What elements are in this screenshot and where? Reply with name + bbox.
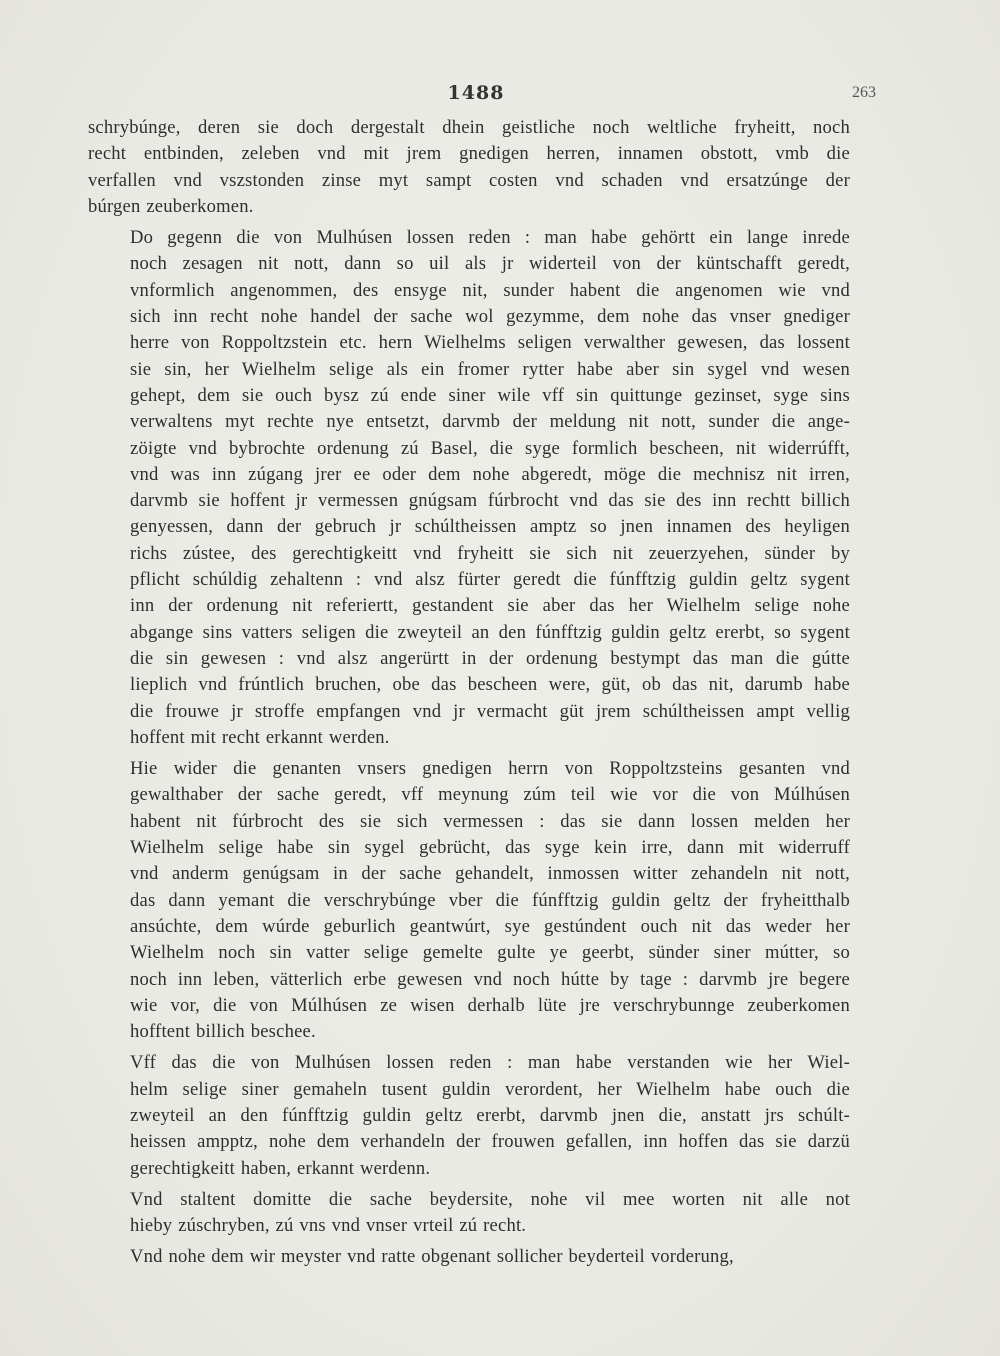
text-line: Wielhelm noch sin vatter selige gemelte gulte ye geerbt, sünder siner mútter, so: [130, 942, 850, 964]
text-line: Vnd staltent domitte die sache beydersite, nohe vil mee worten nit alle not: [130, 1188, 850, 1210]
text-line: vnd anderm genúgsam in der sache gehandelt, inmossen witter zehandeln nit nott,: [130, 863, 850, 885]
text-line: hofftent billich beschee.: [130, 1021, 316, 1043]
text-line: verfallen vnd vszstonden zinse myt sampt costen vnd schaden vnd ersatzúnge der: [88, 169, 850, 191]
text-line: pflicht schúldig zehaltenn : vnd alsz fürter geredt die fúnfftzig guldin geltz sygent: [130, 569, 850, 591]
text-line: gewalthaber der sache geredt, vff meynung zúm teil wie vor die von Múlhúsen: [130, 784, 850, 806]
text-line: Hie wider die genanten vnsers gnedigen herrn von Roppoltzsteins gesanten vnd: [130, 758, 850, 780]
text-line: noch zesagen nit nott, dann so uil als jr widerteil von der küntschafft geredt,: [130, 253, 850, 275]
text-line: sich inn recht nohe handel der sache wol gezymme, dem nohe das vnser gnediger: [130, 306, 850, 328]
text-line: schrybúnge, deren sie doch dergestalt dhein geistliche noch weltliche fryheitt, noch: [88, 117, 850, 138]
text-line: genyessen, dann der gebruch jr schúltheissen amptz so jnen innamen des heyligen: [130, 516, 850, 538]
page-number: 263: [852, 84, 876, 101]
text-line: hoffent mit recht erkannt werden.: [130, 726, 390, 748]
text-line: ansúchte, dem wúrde geburlich geantwúrt, sye gestúndent ouch nit das weder her: [130, 915, 850, 937]
text-line: habent nit fúrbrocht des sie sich vermessen : das sie dann lossen melden her: [130, 810, 850, 832]
text-line: heissen ampptz, nohe dem verhandeln der frouwen gefallen, inn hoffen das sie darzü: [130, 1131, 850, 1153]
body-text: [88, 115, 850, 1276]
paragraph: [88, 1244, 850, 1270]
text-line: Do gegenn die von Mulhúsen lossen reden : man habe gehörtt ein lange inrede: [130, 227, 850, 249]
text-line: sie sin, her Wielhelm selige als ein fromer rytter habe aber sin sygel vnd wesen: [130, 358, 850, 380]
year-heading: 1488: [447, 82, 505, 104]
text-line: gehept, dem sie ouch bysz zú ende siner wile vff sin quittunge gezinset, syge sins: [130, 384, 850, 406]
text-line: zöigte vnd bybrochte ordenung zú Basel, die syge formlich bescheen, nit widerrúfft,: [130, 437, 850, 459]
text-line: Vnd nohe dem wir meyster vnd ratte obgenant sollicher beyderteil vorderung,: [130, 1246, 734, 1268]
text-line: darvmb sie hoffent jr vermessen gnúgsam fúrbrocht vnd das sie des inn rechtt billich: [130, 490, 850, 512]
text-line: helm selige siner gemaheln tusent guldin verordent, her Wielhelm habe ouch die: [130, 1078, 850, 1100]
text-line: richs zústee, des gerechtigkeitt vnd fryheitt sie sich nit zeuerzyehen, sünder by: [130, 542, 850, 564]
text-line: vnformlich angenommen, des ensyge nit, sunder habent die angenomen wie vnd: [130, 279, 850, 301]
text-line: herre von Roppoltzstein etc. hern Wielhelms seligen verwalther gewesen, das lossent: [130, 332, 850, 354]
text-line: Wielhelm selige habe sin sygel gebrücht, das syge kein irre, dann mit widerruff: [130, 837, 850, 859]
paragraph: [88, 1050, 850, 1181]
text-line: Vff das die von Mulhúsen lossen reden : man habe verstanden wie her Wiel-: [130, 1052, 850, 1074]
text-line: vnd was inn zúgang jrer ee oder dem nohe abgeredt, möge die mechnisz nit irren,: [130, 463, 850, 485]
text-line: gerechtigkeitt haben, erkannt werdenn.: [130, 1157, 431, 1179]
text-line: die sin gewesen : vnd alsz angerürtt in der ordenung bestympt das man die gútte: [130, 647, 850, 669]
text-line: inn der ordenung nit referiertt, gestandent sie aber das her Wielhelm selige nohe: [130, 595, 850, 617]
paragraph: [88, 1187, 850, 1240]
paragraph: [88, 225, 850, 751]
text-line: recht entbinden, zeleben vnd mit jrem gnedigen herren, innamen obstott, vmb die: [88, 143, 850, 165]
paragraph: [88, 756, 850, 1045]
text-line: die frouwe jr stroffe empfangen vnd jr vermacht güt jrem schúltheissen ampt vellig: [130, 700, 850, 722]
paragraph: [88, 115, 850, 220]
text-line: noch inn leben, vätterlich erbe gewesen vnd noch hútte by tage : darvmb jre begere: [130, 968, 850, 990]
text-line: abgange sins vatters seligen die zweyteil an den fúnfftzig guldin geltz ererbt, so sygent: [130, 621, 850, 643]
text-line: zweyteil an den fúnfftzig guldin geltz ererbt, darvmb jnen die, anstatt jrs schúlt-: [130, 1104, 850, 1126]
text-line: verwaltens myt rechte nye entsetzt, darvmb der meldung nit nott, sunder die ange-: [130, 411, 850, 433]
text-line: búrgen zeuberkomen.: [88, 195, 254, 217]
text-line: lieplich vnd frúntlich bruchen, obe das bescheen were, güt, ob das nit, darumb habe: [130, 674, 850, 696]
text-line: wie vor, die von Múlhúsen ze wisen derhalb lüte jre verschrybunnge zeuberkomen: [130, 994, 850, 1016]
text-line: das dann yemant die verschrybúnge vber die fúnfftzig guldin geltz der fryheitthalb: [130, 889, 850, 911]
text-line: hieby zúschryben, zú vns vnd vnser vrteil zú recht.: [130, 1215, 527, 1237]
running-head: [88, 82, 876, 110]
